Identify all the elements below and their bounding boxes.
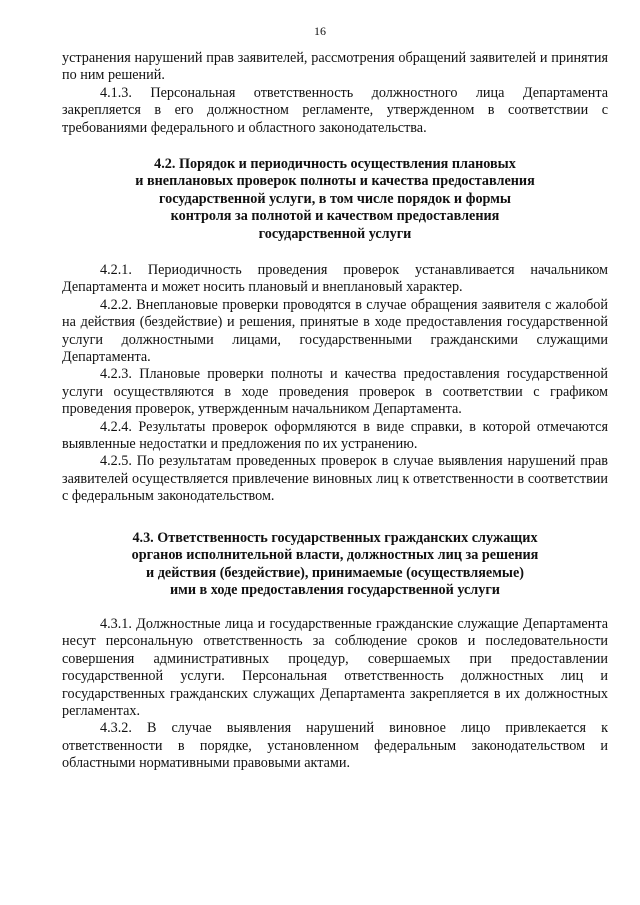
section-4-1-text bbox=[62, 50, 608, 137]
paragraph-4-2-4: 4.2.4. Результаты проверок оформляются в виде справки, в которой отмечаются выявленные недостатки и предложения по их устранению. bbox=[62, 418, 608, 453]
page-number: 16 bbox=[314, 24, 326, 38]
paragraph-4-2-5: 4.2.5. По результатам проведенных проверок в случае выявления нарушений прав заявителей осуществляется привлечение виновных лиц к ответственности в соответствии с федеральным законодательством. bbox=[62, 453, 608, 505]
paragraph-4-2-1: 4.2.1. Периодичность проведения проверок устанавливается начальником Департамента и может носить плановый и внеплановый характер. bbox=[62, 262, 608, 296]
section-heading-4-2 bbox=[62, 156, 608, 243]
heading-4-2-line-1: 4.2. Порядок и периодичность осуществления плановых bbox=[154, 156, 516, 172]
heading-4-3-line-3: и действия (бездействие), принимаемые (осуществляемые) bbox=[146, 564, 524, 581]
paragraph-4-1-3: 4.1.3. Персональная ответственность должностного лица Департамента закрепляется в его должностном регламенте, утвержденном в соответствии с требованиями федерального и областного законодательства. bbox=[62, 84, 608, 136]
paragraph-4-3-1: 4.3.1. Должностные лица и государственные гражданские служащие Департамента несут персональную ответственность за соблюдение сроков и последовательности совершения административных процедур, совершаемых при предоставлении государственной услуги. Персональная ответственность должностных лиц и государственных гражданских служащих Департамента закрепляется в их должностных регламентах. bbox=[62, 616, 608, 720]
heading-4-3-line-2: органов исполнительной власти, должностных лиц за решения bbox=[131, 547, 539, 564]
paragraph-4-3-2: 4.3.2. В случае выявления нарушений виновное лицо привлекается к ответственности в порядке, установленном федеральным законодательством и областными нормативными правовыми актами. bbox=[62, 720, 608, 772]
heading-4-2-line-5: государственной услуги bbox=[258, 225, 412, 242]
section-4-3-text bbox=[62, 616, 608, 773]
heading-4-2-line-2: и внеплановых проверок полноты и качества предоставления bbox=[135, 173, 535, 190]
paragraph-4-2-2: 4.2.2. Внеплановые проверки проводятся в случае обращения заявителя с жалобой на действия (бездействие) и решения, принятые в ходе предоставления государственной услуги должностными лицами, государственными гражданскими служащими Департамента. bbox=[62, 296, 608, 366]
heading-4-3-line-1: 4.3. Ответственность государственных гражданских служащих bbox=[132, 530, 538, 546]
heading-4-2-line-3: государственной услуги, в том числе порядок и формы bbox=[159, 190, 511, 207]
paragraph-continuation: устранения нарушений прав заявителей, рассмотрения обращений заявителей и принятия по ним решений. bbox=[62, 50, 608, 84]
heading-4-2-line-4: контроля за полнотой и качеством предоставления bbox=[170, 208, 500, 225]
heading-4-3-line-4: ими в ходе предоставления государственной услуги bbox=[170, 582, 500, 599]
section-heading-4-3 bbox=[62, 530, 608, 600]
paragraph-4-2-3: 4.2.3. Плановые проверки полноты и качества предоставления государственной услуги осуществляются в ходе проведения проверок в соответствии с графиком проведения проверок, утвержденным начальником Департамента. bbox=[62, 366, 608, 418]
section-4-2-text bbox=[62, 262, 608, 506]
